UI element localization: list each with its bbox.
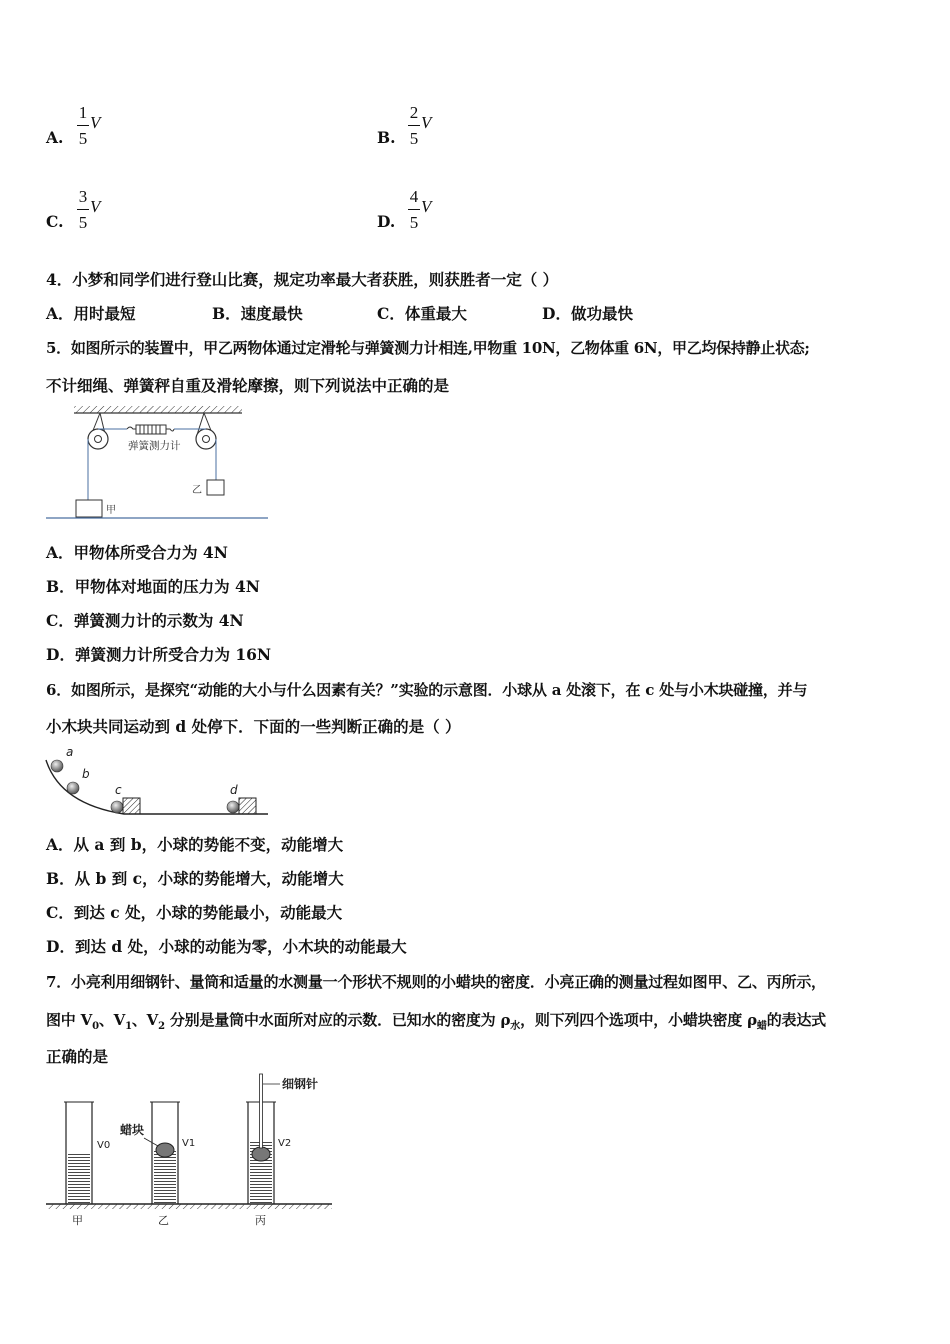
q5-option-c: C．弹簧测力计的示数为 4N xyxy=(46,611,244,630)
q7-stem-line2: 图中 $V_0$、$V_1$、$V_2$ 分别是量筒中水面所对应的示数．已知水的密度为 $\rho_水$，则下列四个选项中，小蜡块密度 $\rho_蜡$的表达式 xyxy=(46,1011,826,1032)
label-v2: V2 xyxy=(278,1138,292,1149)
denominator: 5 xyxy=(78,213,88,232)
label-jia: 甲 xyxy=(106,505,116,516)
ball-a xyxy=(51,760,63,772)
option-label: C. xyxy=(46,212,64,231)
label-d: d xyxy=(230,783,238,797)
q4-option-a: A．用时最短 xyxy=(46,304,136,323)
q6-ramp-figure xyxy=(40,744,272,820)
q7-cylinder-figure xyxy=(44,1072,334,1234)
q4-option-b: B．速度最快 xyxy=(212,304,303,323)
numerator: 3 xyxy=(78,187,88,206)
wax-block-submerged xyxy=(252,1147,270,1161)
steel-needle xyxy=(260,1074,263,1148)
unit: V xyxy=(90,197,101,216)
block-d xyxy=(239,798,256,814)
q5-stem-line2: 不计细绳、弹簧秤自重及滑轮摩擦，则下列说法中正确的是 xyxy=(46,376,450,395)
ball-d xyxy=(227,801,239,813)
label-v1: V1 xyxy=(182,1138,196,1149)
ceiling-hatch xyxy=(74,406,242,413)
numerator: 1 xyxy=(78,103,88,122)
option-label: D. xyxy=(377,212,396,231)
option-label: A. xyxy=(46,128,64,147)
table-hatch xyxy=(46,1204,332,1209)
label-c: c xyxy=(115,783,122,797)
numerator: 2 xyxy=(409,103,419,122)
denominator: 5 xyxy=(409,213,419,232)
q6-stem-line2: 小木块共同运动到 d 处停下．下面的一些判断正确的是（ ） xyxy=(46,717,461,736)
q6-stem-line1: 6．如图所示，是探究“动能的大小与什么因素有关？”实验的示意图．小球从 a 处滚下，在 c 处与小木块碰撞，并与 xyxy=(46,681,808,699)
meter-label: 弹簧测力计 xyxy=(128,440,181,452)
q6-option-c: C．到达 c 处，小球的势能最小，动能最大 xyxy=(46,903,343,922)
label-jia: 甲 xyxy=(72,1214,83,1227)
block-jia xyxy=(76,500,102,517)
q7-stem-line3: 正确的是 xyxy=(46,1047,109,1066)
ball-c xyxy=(111,801,123,813)
block-c xyxy=(123,798,140,814)
label-a: a xyxy=(66,745,74,759)
q4-option-d: D．做功最快 xyxy=(542,304,633,323)
q4-stem: 4．小梦和同学们进行登山比赛，规定功率最大者获胜，则获胜者一定（ ） xyxy=(46,270,559,289)
q5-stem-line1: 5．如图所示的装置中，甲乙两物体通过定滑轮与弹簧测力计相连,甲物重 10N，乙物体重 6N，甲乙均保持静止状态; xyxy=(46,339,810,357)
q6-option-b: B．从 b 到 c，小球的势能增大，动能增大 xyxy=(46,869,344,888)
q5-option-a: A．甲物体所受合力为 4N xyxy=(46,543,228,562)
unit: V xyxy=(421,197,432,216)
label-b: b xyxy=(82,767,90,781)
unit: V xyxy=(90,113,101,132)
q4-option-c: C．体重最大 xyxy=(377,304,467,323)
label-wax: 蜡块 xyxy=(120,1123,145,1137)
unit: V xyxy=(421,113,432,132)
option-label: B. xyxy=(377,128,396,147)
numerator: 4 xyxy=(409,187,419,206)
label-v0: V0 xyxy=(97,1140,111,1151)
q5-pulley-figure xyxy=(44,402,270,524)
ball-b xyxy=(67,782,79,794)
q6-option-d: D．到达 d 处，小球的动能为零，小木块的动能最大 xyxy=(46,937,407,956)
q5-option-b: B．甲物体对地面的压力为 4N xyxy=(46,577,260,596)
label-yi: 乙 xyxy=(158,1214,169,1227)
q6-option-a: A．从 a 到 b，小球的势能不变，动能增大 xyxy=(46,835,344,854)
label-yi: 乙 xyxy=(192,485,202,496)
label-needle: 细钢针 xyxy=(282,1077,319,1091)
q7-stem-line1: 7．小亮利用细钢针、量筒和适量的水测量一个形状不规则的小蜡块的密度．小亮正确的测量过程如图甲、乙、丙所示， xyxy=(46,973,826,991)
label-bing: 丙 xyxy=(255,1214,266,1227)
denominator: 5 xyxy=(409,129,419,148)
denominator: 5 xyxy=(78,129,88,148)
q5-option-d: D．弹簧测力计所受合力为 16N xyxy=(46,645,272,664)
wax-block-floating xyxy=(156,1143,174,1157)
block-yi xyxy=(207,480,224,495)
